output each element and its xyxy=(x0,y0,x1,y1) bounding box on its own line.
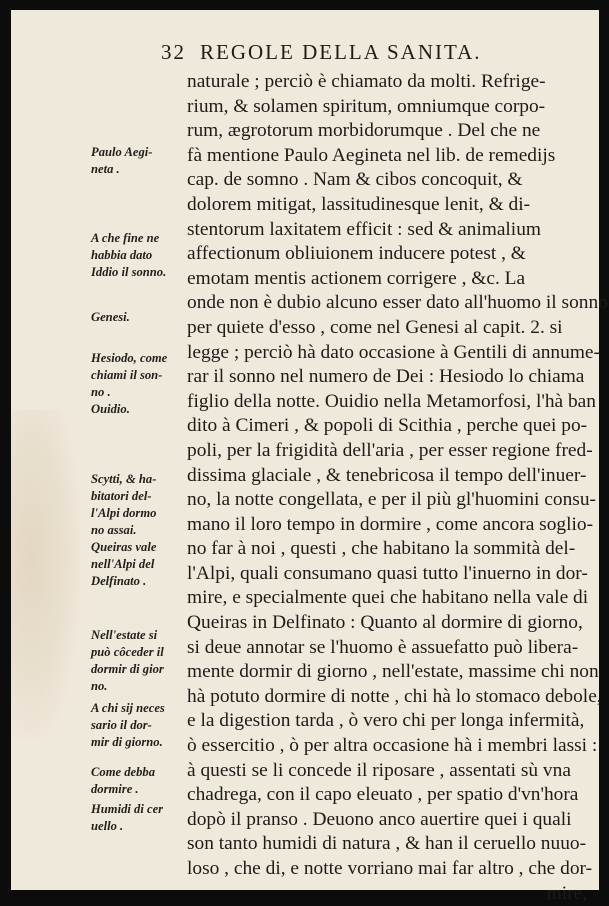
margin-note-line: nell'Alpi del xyxy=(91,557,155,571)
margin-note-line: Iddio il sonno. xyxy=(91,265,167,279)
text-line: stentorum laxitatem efficit : sed & animalium xyxy=(187,218,541,240)
text-line: onde non è dubio alcuno esser dato all'huomo il sonno xyxy=(187,292,608,314)
margin-note-paulo-aegineta xyxy=(91,144,152,178)
margin-note-line: l'Alpi dormo xyxy=(91,506,157,520)
text-line: hà potuto dormire di notte , chi hà lo stomaco debole, xyxy=(187,685,602,707)
text-line: l'Alpi, quali consumano quasi tutto l'inuerno in dor- xyxy=(187,562,588,584)
text-line: dopò il pranso . Deuono anco auertire quei i quali xyxy=(187,808,572,830)
margin-note-line: Scytti, & ha- xyxy=(91,472,157,486)
text-line-catchword: mire, xyxy=(546,882,587,904)
text-line: mano il loro tempo in dormire , come ancora soglio- xyxy=(187,513,594,535)
text-line: mente dormir di giorno , nell'estate, massime chi non xyxy=(187,661,599,683)
text-line: si deue annotar se l'huomo è assuefatto può libera- xyxy=(187,636,579,658)
page-header xyxy=(161,40,581,65)
text-line: no far à noi , questi , che habitano la sommità del- xyxy=(187,538,576,560)
text-line: figlio della notte. Ouidio nella Metamorfosi, l'hà ban xyxy=(187,390,596,412)
text-line: fà mentione Paulo Aegineta nel lib. de remedijs xyxy=(187,144,556,166)
margin-note-line: Come debba xyxy=(91,765,156,779)
margin-note-line: può côceder il xyxy=(91,645,164,659)
text-line: emotam mentis actionem corrigere , &c. La xyxy=(187,267,526,289)
margin-note-line: no. xyxy=(91,679,108,693)
body-text xyxy=(187,70,608,906)
text-line: Queiras in Delfinato : Quanto al dormire di giorno, xyxy=(187,612,583,634)
text-line: ò essercitio , ò per altra occasione hà i membri lassi : xyxy=(187,735,598,757)
margin-note-line: Queiras vale xyxy=(91,540,157,554)
margin-note-line: no assai. xyxy=(91,523,137,537)
margin-note-line: dormir di gior xyxy=(91,662,164,676)
text-line: rium, & solamen spiritum, omniumque corpo- xyxy=(187,95,546,117)
text-line: rum, ægrotorum morbidorumque . Del che ne xyxy=(187,120,541,142)
text-line: son tanto humidi di natura , & han il ceruello nuuo- xyxy=(187,833,587,855)
text-line: cap. de somno . Nam & cibos concoquit, & xyxy=(187,169,523,191)
text-line: per quiete d'esso , come nel Genesi al capit. 2. si xyxy=(187,316,563,338)
margin-note-line: mir di giorno. xyxy=(91,735,163,749)
margin-note-line: Ouidio. xyxy=(91,402,130,416)
margin-note-hesiodo xyxy=(91,350,167,418)
margin-note-genesi xyxy=(91,309,130,326)
text-line: no, la notte congellata, e per il più gl'huomini consu- xyxy=(187,489,596,511)
text-line: à questi se li concede il riposare , assentati sù vna xyxy=(187,759,571,781)
margin-note-estate xyxy=(91,627,164,695)
text-line: dito à Cimeri , & popoli di Scithia , perche quei po- xyxy=(187,415,588,437)
margin-note-line: Genesi. xyxy=(91,310,130,324)
margin-note-humidi xyxy=(91,801,163,835)
margin-note-line: Hesiodo, come xyxy=(91,351,168,365)
text-line: dissima glaciale , & tenebricosa il tempo dell'inuer- xyxy=(187,464,587,486)
margin-note-line: habbia dato xyxy=(91,248,153,262)
margin-note-line: Nell'estate si xyxy=(91,628,158,642)
text-line: naturale ; perciò è chiamato da molti. Refrige- xyxy=(187,71,546,92)
text-line: legge ; perciò hà dato occasione à Gentili di annume- xyxy=(187,341,600,363)
margin-note-line: chiami il son- xyxy=(91,368,163,382)
text-line: affectionum obliuionem inducere potest , & xyxy=(187,243,526,265)
margin-note-line: A chi sij neces xyxy=(91,701,165,715)
text-line: chadrega, con il capo eleuato , per spatio d'vn'hora xyxy=(187,784,579,806)
text-line: rar il sonno nel numero de Dei : Hesiodo lo chiama xyxy=(187,366,585,388)
running-title: REGOLE DELLA SANITA. xyxy=(200,40,482,64)
margin-note-line: Humidi di cer xyxy=(91,802,164,816)
text-line: poli, per la frigidità dell'aria , per esser regione fred- xyxy=(187,439,593,461)
margin-note-a-chi-necessario xyxy=(91,700,165,751)
text-line: mire, e specialmente quei che habitano nella vale di xyxy=(187,587,589,609)
text-line: e la digestion tarda , ò vero chi per longa infermità, xyxy=(187,710,585,732)
text-line: loso , che di, e notte vorriano mai far altro , che dor- xyxy=(187,858,593,879)
margin-note-line: Paulo Aegi- xyxy=(91,145,153,159)
margin-note-come-dormire xyxy=(91,764,155,798)
margin-note-line: Delfinato . xyxy=(91,574,147,588)
margin-note-purpose-of-sleep xyxy=(91,230,166,281)
margin-note-line: dormire . xyxy=(91,782,139,796)
book-page xyxy=(11,10,608,904)
margin-note-line: neta . xyxy=(91,162,120,176)
margin-note-line: sario il dor- xyxy=(91,718,152,732)
page-number: 32 xyxy=(161,40,186,64)
margin-note-line: no . xyxy=(91,385,111,399)
margin-note-scytti xyxy=(91,471,156,590)
margin-note-line: bitatori del- xyxy=(91,489,152,503)
text-line: dolorem mitigat, lassitudinesque lenit, & di- xyxy=(187,193,531,215)
paper-stain xyxy=(11,410,81,740)
margin-note-line: A che fine ne xyxy=(91,231,160,245)
margin-note-line: uello . xyxy=(91,819,124,833)
